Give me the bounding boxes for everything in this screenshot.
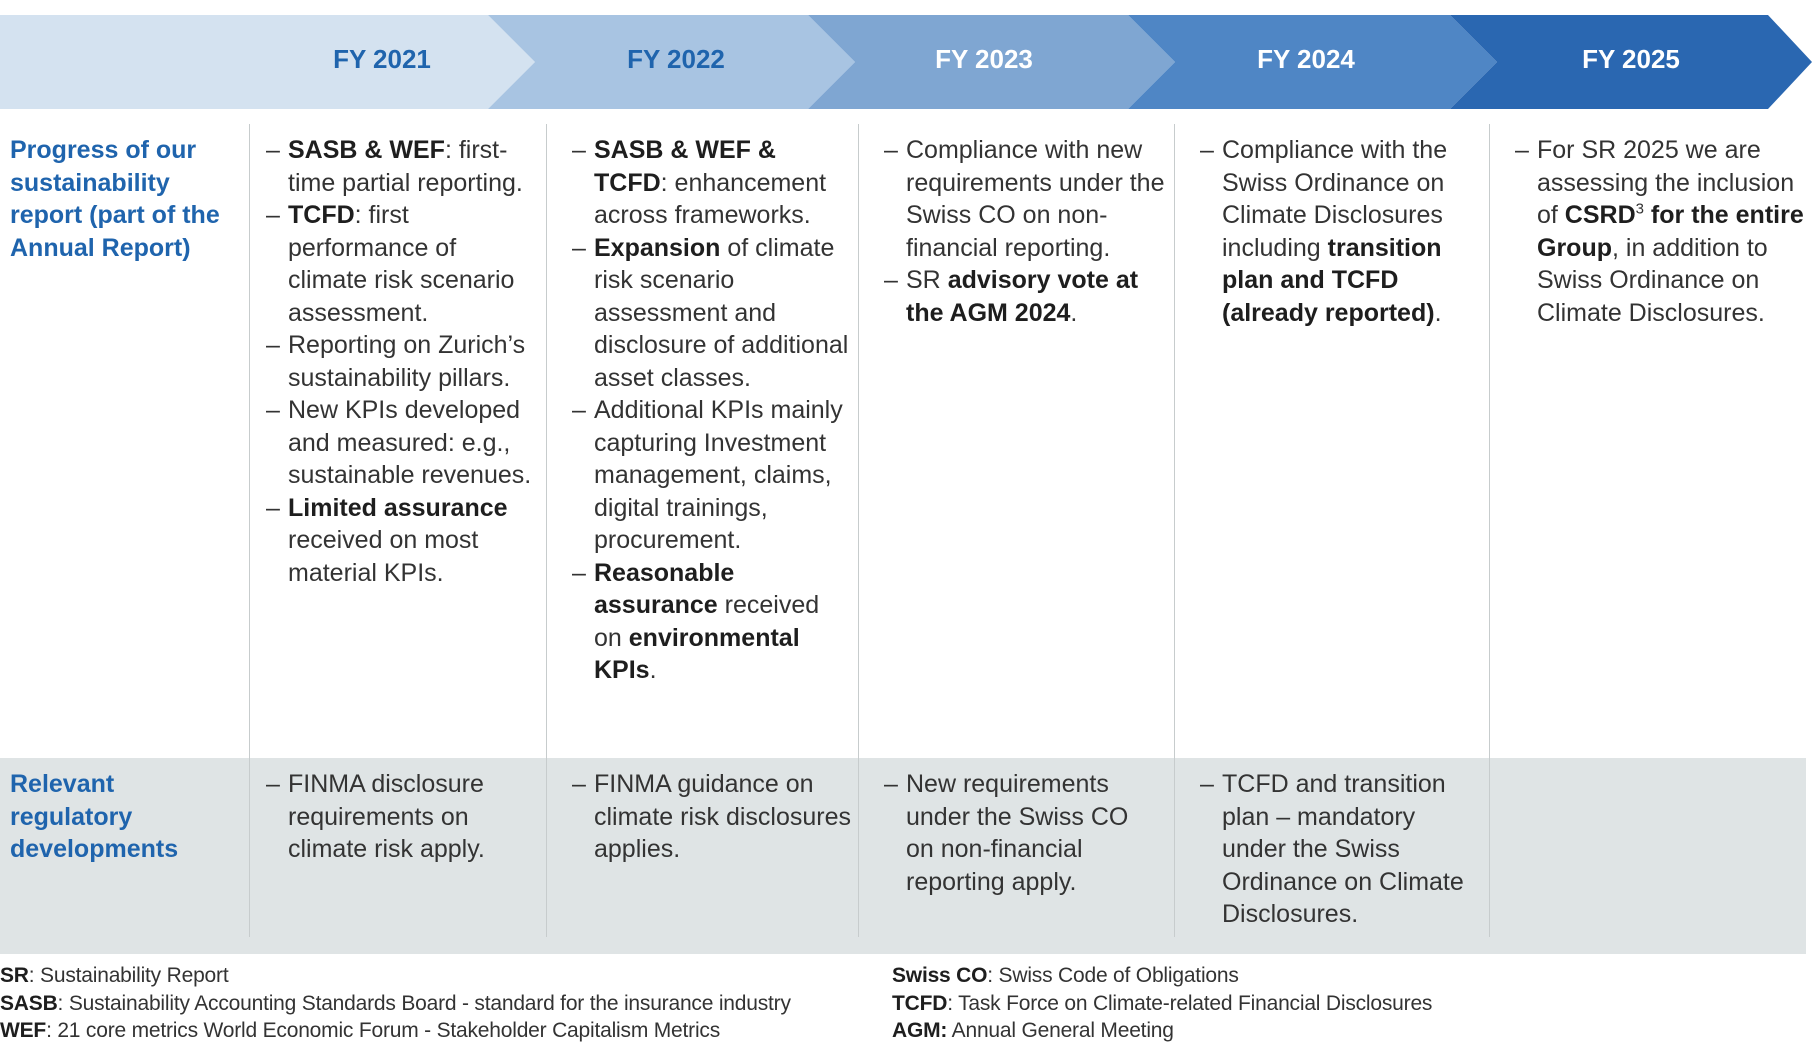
list-item: – FINMA disclosure requirements on climate risk apply. <box>266 768 538 866</box>
year-label-fy2025: FY 2025 <box>1582 44 1680 74</box>
footnotes-left <box>0 962 791 1045</box>
column-divider <box>1174 124 1175 937</box>
column-divider <box>249 124 250 937</box>
progress-cell-fy2021 <box>266 134 538 589</box>
list-item: – New KPIs developed and measured: e.g., sustainable revenues. <box>266 394 538 492</box>
footnote-marker: 3 <box>1635 200 1644 218</box>
list-item: – FINMA guidance on climate risk disclosures applies. <box>572 768 852 866</box>
progress-cell-fy2022 <box>572 134 852 687</box>
list-item: – Reasonable assurance received on environmental KPIs. <box>572 557 852 687</box>
year-label-fy2023: FY 2023 <box>935 44 1033 74</box>
year-label-fy2022: FY 2022 <box>627 44 725 74</box>
footnote-tcfd: TCFD: Task Force on Climate-related Financial Disclosures <box>892 991 1433 1015</box>
list-item: – For SR 2025 we are assessing the inclusion of CSRD$^3$ for the entire Group, in addition to Swiss Ordinance on Climate Disclosures. <box>1515 134 1805 329</box>
list-item: – Compliance with new requirements under the Swiss CO on non-financial reporting. <box>884 134 1166 264</box>
list-item: – SASB & WEF & TCFD: enhancement across frameworks. <box>572 134 852 232</box>
year-label-fy2021: FY 2021 <box>333 44 431 74</box>
footnote-sr: SR: Sustainability Report <box>0 964 229 987</box>
row-label-regulatory: Relevant regulatory developments <box>10 770 179 863</box>
list-item: – SR advisory vote at the AGM 2024. <box>884 264 1166 329</box>
list-item: – SASB & WEF: first-time partial reporting. <box>266 134 538 199</box>
list-item: – New requirements under the Swiss CO on non-financial reporting apply. <box>884 768 1154 898</box>
row-label-progress: Progress of our sustainability report (part of the Annual Report) <box>10 136 220 262</box>
footnotes-right <box>892 962 1432 1045</box>
list-item: – Additional KPIs mainly capturing Investment management, claims, digital trainings, procurement. <box>572 394 852 557</box>
progress-cell-fy2025 <box>1515 134 1805 329</box>
year-label-fy2024: FY 2024 <box>1257 44 1355 74</box>
list-item: – TCFD: first performance of climate risk scenario assessment. <box>266 199 538 329</box>
column-divider <box>1489 124 1490 937</box>
footnote-wef: WEF: 21 core metrics World Economic Forum - Stakeholder Capitalism Metrics <box>0 1019 721 1042</box>
regulatory-cell-fy2024 <box>1200 768 1480 931</box>
list-item: – TCFD and transition plan – mandatory under the Swiss Ordinance on Climate Disclosures. <box>1200 768 1480 931</box>
list-item: – Reporting on Zurich’s sustainability pillars. <box>266 329 538 394</box>
footnote-agm: AGM: Annual General Meeting <box>892 1019 1174 1042</box>
column-divider <box>546 124 547 937</box>
progress-cell-fy2024 <box>1200 134 1480 329</box>
footnote-sasb: SASB: Sustainability Accounting Standards Board - standard for the insurance industry <box>0 991 791 1015</box>
regulatory-cell-fy2023 <box>884 768 1154 898</box>
column-divider <box>858 124 859 937</box>
regulatory-cell-fy2022 <box>572 768 852 866</box>
list-item: – Limited assurance received on most material KPIs. <box>266 492 538 590</box>
regulatory-cell-fy2021 <box>266 768 538 866</box>
footnote-swiss-co: Swiss CO: Swiss Code of Obligations <box>892 964 1239 987</box>
progress-cell-fy2023 <box>884 134 1166 329</box>
list-item: – Compliance with the Swiss Ordinance on Climate Disclosures including transition plan and TCFD (already reported). <box>1200 134 1480 329</box>
list-item: – Expansion of climate risk scenario assessment and disclosure of additional asset classes. <box>572 232 852 395</box>
